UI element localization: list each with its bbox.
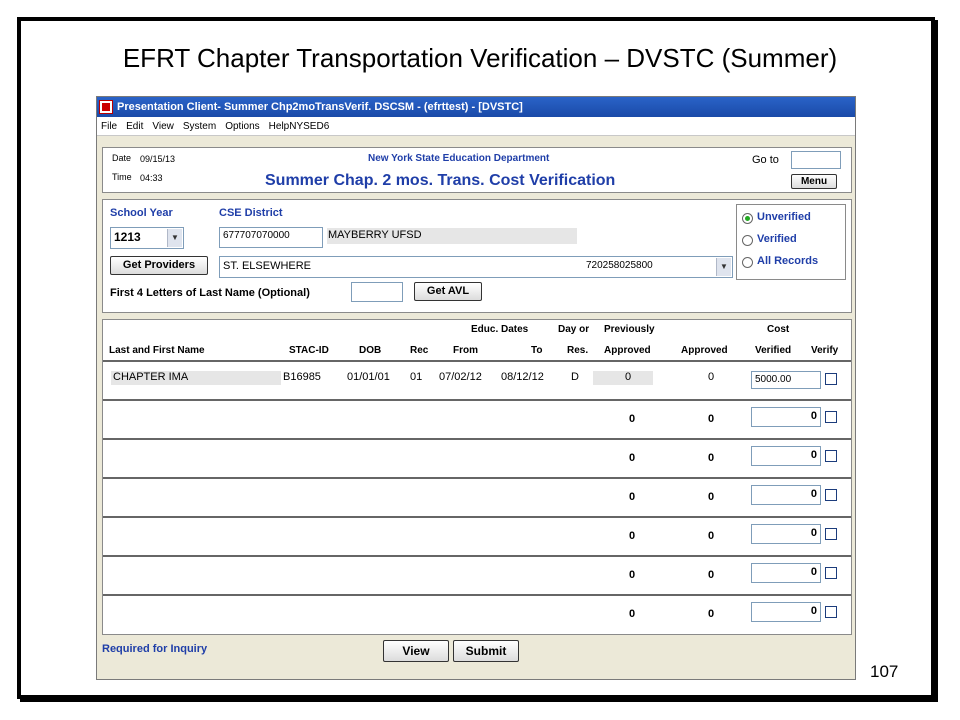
screen-title: Summer Chap. 2 mos. Trans. Cost Verification (265, 172, 616, 189)
row-prev-approved: 0 (629, 413, 636, 425)
goto-label: Go to (752, 154, 779, 166)
cse-district-label: CSE District (219, 207, 283, 219)
menu-options[interactable]: Options (225, 120, 260, 132)
table-row[interactable] (103, 596, 851, 633)
record-filter-group (736, 204, 846, 280)
cost-verified-input[interactable]: 0 (751, 446, 821, 466)
radio-unverified[interactable] (742, 213, 753, 224)
row-approved: 0 (708, 608, 715, 620)
get-avl-button[interactable]: Get AVL (414, 282, 482, 301)
cost-verified-input[interactable]: 0 (751, 524, 821, 544)
table-row[interactable] (103, 479, 851, 516)
row-approved: 0 (708, 413, 715, 425)
row-name: CHAPTER IMA (113, 371, 189, 383)
table-row[interactable] (103, 440, 851, 477)
radio-unverified-label[interactable]: Unverified (757, 211, 811, 223)
cse-district-name: MAYBERRY UFSD (328, 229, 422, 241)
row-prev-approved: 0 (629, 452, 636, 464)
school-year-select[interactable] (110, 227, 184, 249)
radio-all-records[interactable] (742, 257, 753, 268)
verify-checkbox[interactable] (825, 489, 837, 501)
header-to: To (531, 345, 543, 356)
menu-button[interactable]: Menu (791, 174, 837, 189)
provider-select[interactable] (219, 256, 733, 278)
header-approved: Approved (681, 345, 728, 356)
header-stac-id: STAC-ID (289, 345, 329, 356)
row-res: D (571, 371, 579, 383)
cost-verified-input[interactable]: 0 (751, 485, 821, 505)
chevron-down-icon[interactable]: ▼ (716, 258, 731, 276)
prev-approved-field (593, 371, 653, 385)
header-previously: Previously (604, 324, 655, 335)
cse-district-code-input[interactable]: 677707070000 (219, 227, 323, 248)
last-name-label: First 4 Letters of Last Name (Optional) (110, 287, 310, 299)
header-name: Last and First Name (109, 345, 205, 356)
time-label: Time (112, 172, 132, 182)
row-prev-approved: 0 (629, 491, 636, 503)
header-dob: DOB (359, 345, 382, 356)
header-panel (102, 147, 852, 193)
row-approved: 0 (708, 452, 715, 464)
submit-button[interactable]: Submit (453, 640, 519, 662)
radio-verified[interactable] (742, 235, 753, 246)
row-to: 08/12/12 (501, 371, 544, 383)
application-window (96, 96, 856, 680)
header-from: From (453, 345, 478, 356)
verify-checkbox[interactable] (825, 606, 837, 618)
menu-bar (97, 117, 855, 136)
row-approved: 0 (708, 491, 715, 503)
time-value: 04:33 (140, 173, 163, 183)
verify-checkbox[interactable] (825, 528, 837, 540)
table-row[interactable] (103, 401, 851, 438)
chevron-down-icon[interactable]: ▼ (167, 229, 182, 247)
cost-verified-input[interactable]: 0 (751, 407, 821, 427)
cost-verified-input[interactable]: 5000.00 (751, 371, 821, 389)
cost-verified-input[interactable]: 0 (751, 602, 821, 622)
goto-input[interactable] (791, 151, 841, 169)
district-name-field (327, 228, 577, 244)
last-name-input[interactable] (351, 282, 403, 302)
menu-system[interactable]: System (182, 120, 217, 132)
menu-help[interactable]: HelpNYSED6 (268, 120, 330, 132)
row-stac-id: B16985 (283, 371, 321, 383)
header-cost: Cost (767, 324, 790, 335)
agency-name: New York State Education Department (368, 153, 550, 164)
window-titlebar (97, 97, 855, 117)
table-row[interactable] (103, 362, 851, 399)
page-number: 107 (870, 662, 899, 681)
row-prev-approved: 0 (629, 569, 636, 581)
school-year-value: 1213 (114, 230, 141, 244)
grid-panel (102, 319, 852, 635)
row-approved: 0 (708, 569, 715, 581)
header-prev-approved: Approved (604, 345, 651, 356)
menu-edit[interactable]: Edit (126, 120, 144, 132)
header-verify: Verify (811, 345, 839, 356)
slide-title: EFRT Chapter Transportation Verification – DVSTC (Summer) (122, 43, 838, 73)
row-prev-approved: 0 (629, 608, 636, 620)
menu-file[interactable]: File (101, 120, 118, 132)
view-button[interactable]: View (383, 640, 449, 662)
school-year-label: School Year (110, 207, 173, 219)
radio-all-records-label[interactable]: All Records (757, 255, 819, 267)
row-approved: 0 (708, 530, 715, 542)
app-icon (99, 100, 113, 114)
selection-panel (102, 199, 852, 313)
get-providers-button[interactable]: Get Providers (110, 256, 208, 275)
row-dob: 01/01/01 (347, 371, 390, 383)
verify-checkbox[interactable] (825, 373, 837, 385)
row-rec: 01 (410, 371, 423, 383)
cost-verified-input[interactable]: 0 (751, 563, 821, 583)
table-row[interactable] (103, 518, 851, 555)
verify-checkbox[interactable] (825, 450, 837, 462)
header-day-or: Day or (558, 324, 590, 335)
header-rec: Rec (410, 345, 429, 356)
date-label: Date (112, 153, 132, 163)
header-cost-verified: Verified (755, 345, 792, 356)
provider-code: 720258025800 (586, 260, 653, 271)
verify-checkbox[interactable] (825, 567, 837, 579)
menu-view[interactable]: View (152, 120, 174, 132)
row-from: 07/02/12 (439, 371, 482, 383)
window-title: Presentation Client- Summer Chp2moTransVerif. DSCSM - (efrttest) - [DVSTC] (117, 101, 523, 113)
date-value: 09/15/13 (140, 154, 176, 164)
row-prev-approved: 0 (625, 371, 632, 383)
radio-verified-label[interactable]: Verified (757, 233, 797, 245)
header-res: Res. (567, 345, 589, 356)
provider-name: ST. ELSEWHERE (223, 260, 312, 272)
verify-checkbox[interactable] (825, 411, 837, 423)
row-prev-approved: 0 (629, 530, 636, 542)
table-row[interactable] (103, 557, 851, 594)
header-educ-dates: Educ. Dates (471, 324, 529, 335)
row-approved: 0 (708, 371, 715, 383)
required-note: Required for Inquiry (102, 643, 208, 655)
